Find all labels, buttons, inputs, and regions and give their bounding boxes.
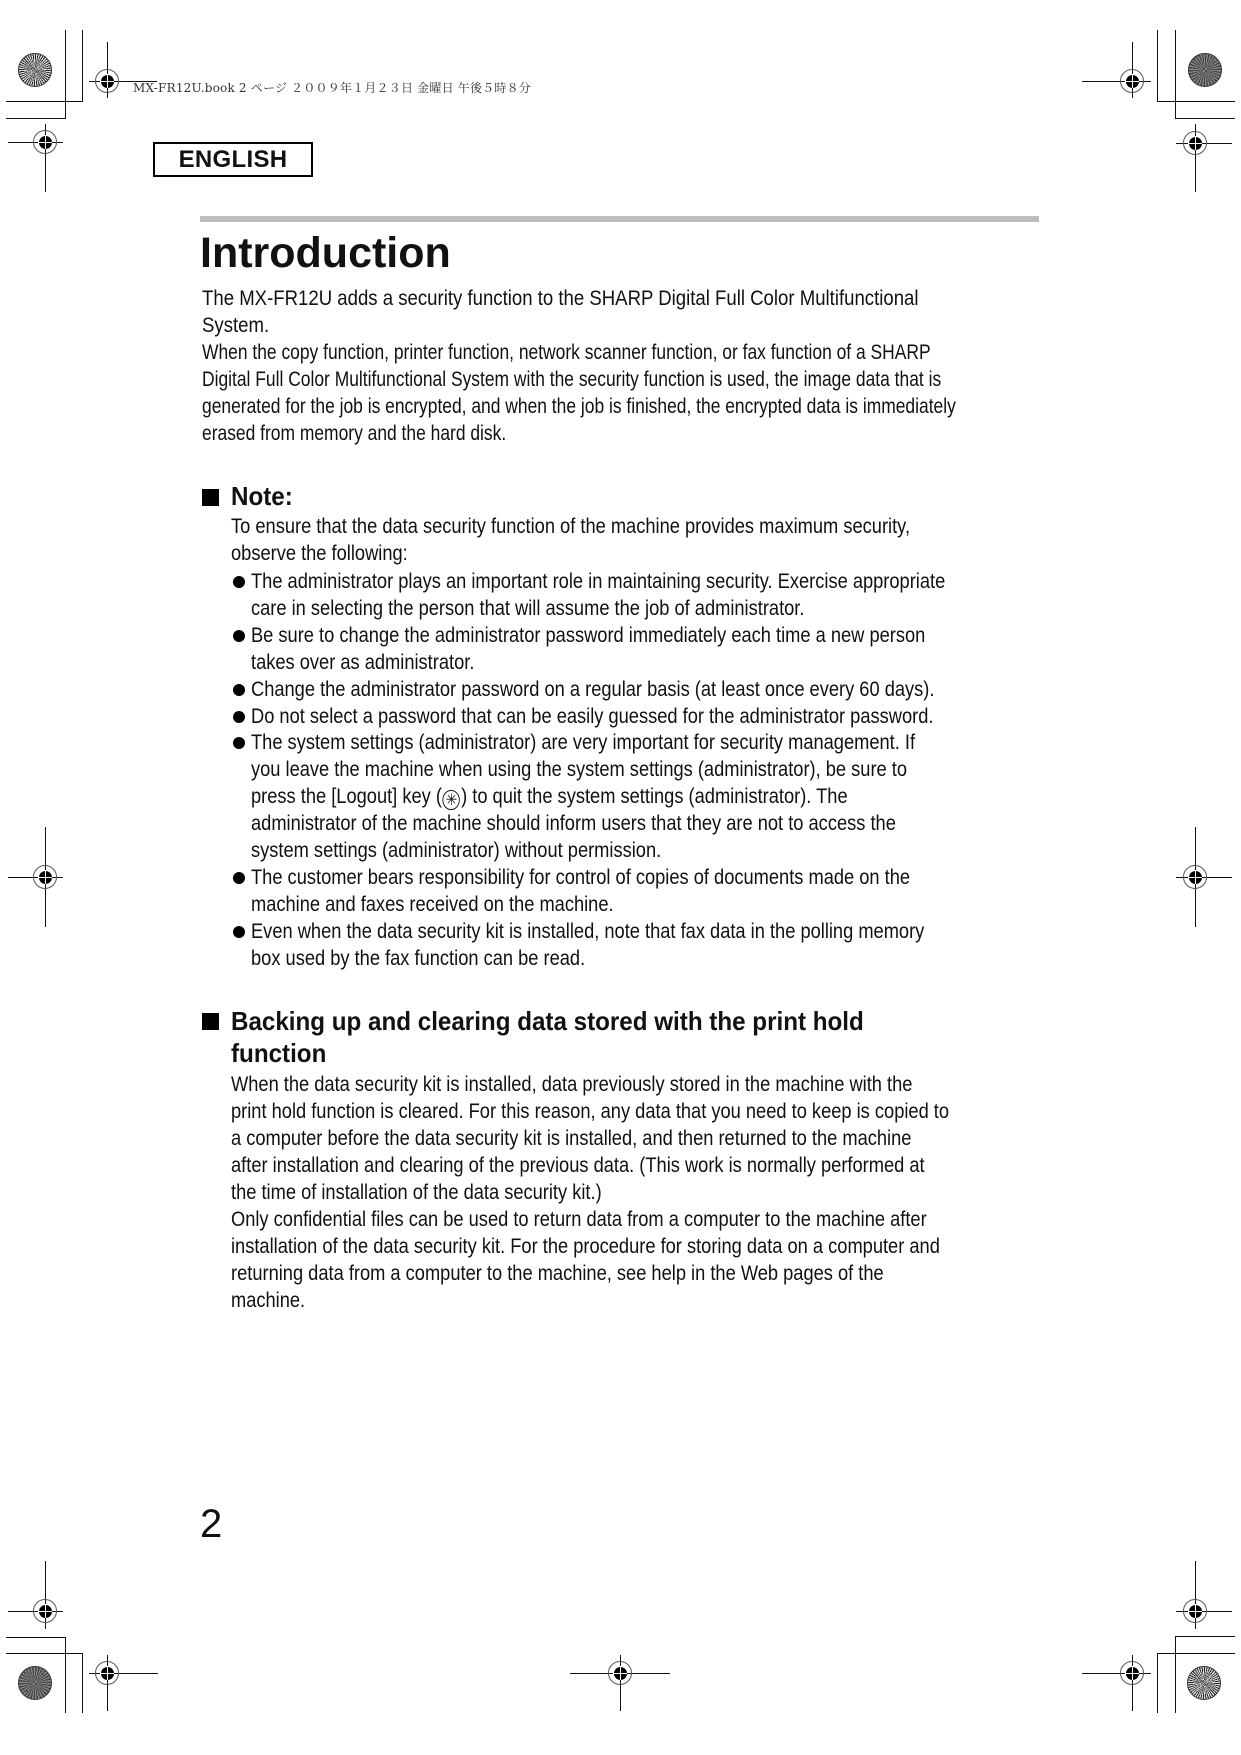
crop-mark (1157, 30, 1158, 101)
logout-key-icon: ✳ (443, 790, 460, 810)
list-item-line: Change the administrator password on a regular basis (at least once every 60 days). (251, 678, 935, 701)
crop-mark (1175, 118, 1235, 119)
page-title: Introduction (200, 229, 451, 277)
crop-mark (1175, 1636, 1176, 1713)
bullet-icon (233, 576, 245, 588)
note-intro-line: observe the following: (231, 542, 408, 565)
list-item-line: The customer bears responsibility for control of copies of documents made on the (251, 866, 911, 889)
backup-line: print hold function is cleared. For this reason, any data that you need to keep is copied to (231, 1100, 950, 1123)
crop-mark (6, 1653, 83, 1654)
backup-line: machine. (231, 1289, 306, 1312)
backup-line: a computer before the data security kit is installed, and then returned to the machine (231, 1127, 912, 1150)
backup-heading-line: Backing up and clearing data stored with the print hold (231, 1006, 864, 1036)
note-heading: Note: (231, 481, 293, 511)
crop-mark (1157, 1653, 1235, 1654)
list-item-line: machine and faxes received on the machine. (251, 893, 614, 916)
list-item-line: care in selecting the person that will assume the job of administrator. (251, 597, 805, 620)
crop-mark (65, 1637, 66, 1713)
list-item-line: Even when the data security kit is installed, note that fax data in the polling memory (251, 920, 925, 943)
list-item-line: system settings (administrator) without permission. (251, 839, 662, 862)
intro-line: The MX-FR12U adds a security function to the SHARP Digital Full Color Multifunctional (202, 287, 919, 310)
crop-mark (6, 101, 83, 102)
backup-line: returning data from a computer to the machine, see help in the Web pages of the (231, 1262, 884, 1285)
bullet-icon (233, 711, 245, 723)
bullet-icon (233, 684, 245, 696)
crop-mark (82, 1653, 83, 1713)
title-rule (200, 216, 1039, 222)
backup-line: the time of installation of the data security kit.) (231, 1181, 602, 1204)
intro-line: System. (202, 314, 270, 337)
language-tab (153, 142, 313, 177)
list-item-line: box used by the fax function can be read. (251, 947, 586, 970)
crop-mark (1175, 1636, 1235, 1637)
crop-mark (1157, 101, 1235, 102)
list-item-line: you leave the machine when using the system settings (administrator), be sure to (251, 758, 908, 781)
list-item-line: The system settings (administrator) are very important for security management. If (251, 731, 916, 754)
page-number: 2 (200, 1502, 223, 1546)
list-item-line: Do not select a password that can be easily guessed for the administrator password. (251, 705, 934, 728)
crop-mark (6, 118, 66, 119)
color-calibration-starburst-icon (1188, 53, 1222, 87)
crop-mark (82, 30, 83, 101)
language-label: ENGLISH (178, 145, 288, 173)
list-item-line: Be sure to change the administrator password immediately each time a new person (251, 624, 926, 647)
color-calibration-starburst-icon (1187, 1666, 1221, 1700)
print-job-info: MX-FR12U.book 2 ページ ２００９年１月２３日 金曜日 午後５時８分 (133, 81, 531, 95)
crop-mark (6, 1637, 66, 1638)
color-calibration-starburst-icon (18, 1666, 52, 1700)
bullet-icon (233, 872, 245, 884)
list-item-line (251, 783, 848, 810)
crop-mark (1157, 1653, 1158, 1713)
crop-mark (1175, 30, 1176, 118)
list-item-text: ) to quit the system settings (administrator). The (461, 785, 848, 808)
backup-line: after installation and clearing of the previous data. (This work is normally performed at (231, 1154, 925, 1177)
list-item-line: administrator of the machine should inform users that they are not to access the (251, 812, 896, 835)
list-item-line: takes over as administrator. (251, 651, 475, 674)
bullet-icon (233, 926, 245, 938)
backup-line: When the data security kit is installed, data previously stored in the machine with the (231, 1073, 913, 1096)
color-calibration-starburst-icon (18, 53, 52, 87)
note-intro-line: To ensure that the data security function of the machine provides maximum security, (231, 515, 911, 538)
backup-line: installation of the data security kit. For the procedure for storing data on a computer and (231, 1235, 940, 1258)
intro-line: generated for the job is encrypted, and when the job is finished, the encrypted data is immediately (202, 395, 956, 418)
bullet-icon (233, 737, 245, 749)
section-square-icon (202, 1013, 219, 1030)
list-item-line: The administrator plays an important role in maintaining security. Exercise appropriate (251, 570, 946, 593)
intro-line: erased from memory and the hard disk. (202, 422, 507, 445)
section-square-icon (202, 489, 219, 506)
intro-line: Digital Full Color Multifunctional System with the security function is used, the image data that is (202, 368, 942, 391)
bullet-icon (233, 630, 245, 642)
list-item-text: press the [Logout] key ( (251, 785, 442, 808)
intro-line: When the copy function, printer function, network scanner function, or fax function of a SHARP (202, 341, 931, 364)
backup-heading-line: function (231, 1038, 327, 1068)
backup-line: Only confidential files can be used to return data from a computer to the machine after (231, 1208, 927, 1231)
crop-mark (65, 30, 66, 118)
